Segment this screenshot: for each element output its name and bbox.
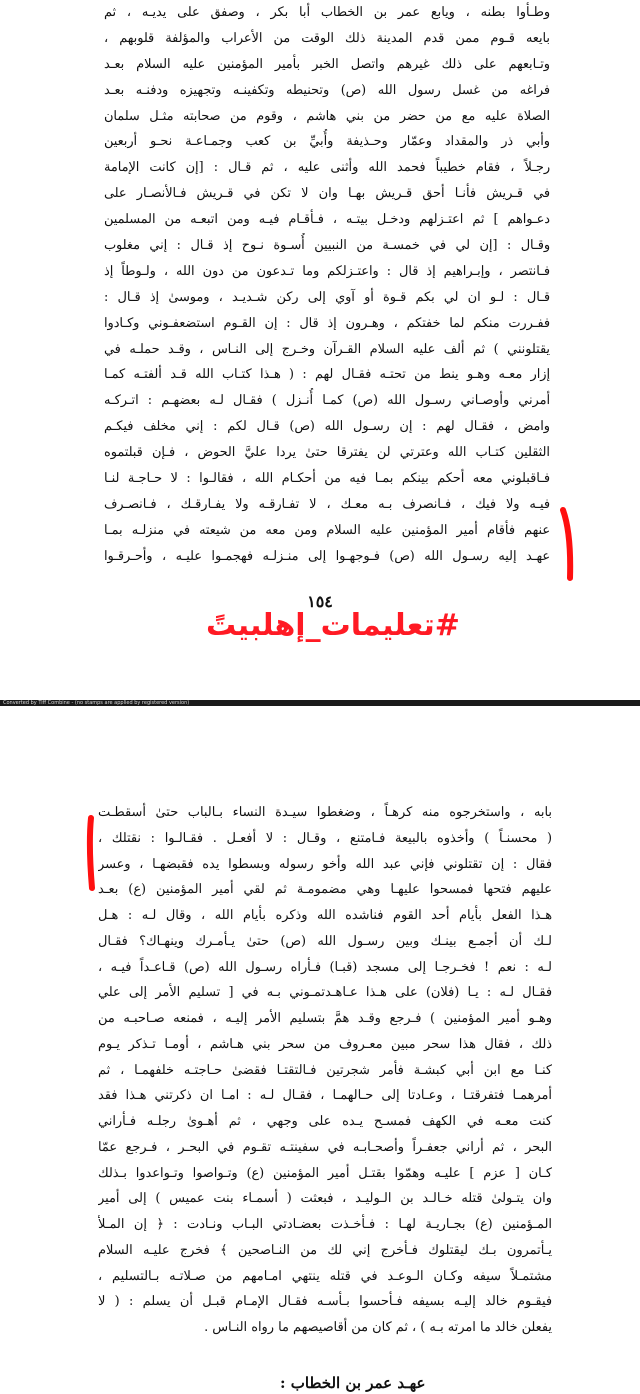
text-line: لـك أن أجمـع بينـك وبين رسـول الله (ص) حتىٰ يـأمـرك وينهـاك؟ فقـال — [98, 933, 552, 949]
text-line: فقال : إن تقتلوني فإني عبد الله وأخو رسوله وبسطوا يده فقبضهـا ، وعسر — [98, 856, 552, 872]
text-line: الصلاة عليه مع من حضر من بني هاشم ، وقوم من صحابته مثـل سلمان — [104, 108, 550, 124]
text-line: وقـال : [إن لي في خمسـة من النبيين أُسـوة نـوح إذ قـال : إني مغلوب — [104, 238, 550, 254]
text-line: مشتمـلاً سيفه وكـان الـوعـد في قتله ينتهي امـامهم من صـلاتـه بـالتسليم ، — [98, 1268, 552, 1284]
text-line: أمرهمـا فتفرقتـا ، وعـادتا إلى حـالهمـا ، فقـال لـه : امـا ان ذكرتني هـذا فقد — [98, 1088, 552, 1104]
text-line: وهـو أمير المؤمنين ) فـرجع وقـد همَّ بتسليم الأمر إليـه ، فمنعه صـاحبـه من — [98, 1011, 552, 1026]
text-line: قـال : لـو ان لي بكم قـوة أو آوي إلى ركن شـديـد ، وموسىٰ إذ قـال : — [104, 289, 550, 305]
text-line: فـانتصر ، وإبـراهيم إذ قال : واعتـزلكم وما تـدعون من دون الله ، ولـوطاً إذ — [104, 263, 550, 279]
hashtag-watermark: #تعليمات_إهلبيتً — [206, 608, 460, 643]
text-line: ( محسنـاً ) وأخذوه بالبيعة فـامتنع ، وقـال : لا أفعـل . فقـالـوا : نقتلك ، — [98, 830, 552, 846]
text-line: عهـد إليه رسـول الله (ص) فـوجهـوا إلى منـزلـه فهجمـوا عليـه ، وأحـرقـوا — [104, 548, 550, 564]
text-line: فقـال لـه : يـا (فلان) على هـذا عـاهـدتمـوني بـه في [ تسليم الأمر إلى علي — [98, 985, 552, 1001]
text-line: عنهم فأقام أمير المؤمنين عليه السلام ومن معه من شيعته في منزلـه بمـا — [104, 522, 550, 538]
bottom-book-page — [0, 706, 640, 1394]
text-line: بايعه قـوم ممن قدم المدينة ذلك الوقت من الأعراب والمؤلفة قلوبهم ، — [104, 30, 550, 46]
text-line: في قـريش فأنـا أحق قـريش بهـا وان لا تكن في قـريش فـالأنصـار على — [104, 186, 550, 202]
text-line: يقتلونني ) ثم ألف عليه السلام القـرآن وخـرج إلى النـاس ، وقـد حملـه في — [104, 341, 550, 357]
text-line: يفعلن خالد ما امرته بـه ) ، ثم كان من أقاصيصهم ما رواه النـاس . — [204, 1320, 552, 1335]
text-line: أمرني وأوصـاني رسـول الله (ص) كمـا أُنـزل ) فقـال لـه بعضهـم : اتـركـه — [104, 393, 550, 409]
converter-note: Converted by Tiff Combine - (no stamps are applied by registered version) — [3, 700, 190, 706]
text-line: الثقلين كتـاب الله وعترتي لن يفترقا حتىٰ يردا عليَّ الحوض ، فـإن قبلتموه — [104, 445, 550, 461]
text-line: هـذا الفعل بأيام أحد القوم فناشده الله وذكره بأيام الله ، وقال لـه : هـل — [98, 908, 552, 923]
text-line: كنت معـه في الكهف فمسـح يـده على وجهي ، ثم أهـوىٰ رجلـه فـأراني — [98, 1114, 552, 1129]
text-line: لـه : نعم ! فخـرجـا إلى مسجد (قبـا) فـأراه رسـول الله (ص) قـاعـداً فيـه ، — [98, 959, 552, 975]
text-line: المـؤمنين (ع) بجـاريـة لهـا : فـأخـذت بعضـادتي البـاب ونـادت : ﴿ إن المـلأ — [98, 1217, 552, 1232]
text-line: دعـواهم ] ثم اعتـزلهم ودخـل بيتـه ، فـأقـام فيـه ومن اتبعـه من المسلمين — [104, 212, 550, 228]
red-marker-stroke — [556, 506, 578, 582]
text-line: البحر ، ثم أراني جعفـراً وأصحـابـه في سفينتـه تقـوم في البحـر ، فـرجع عمّا — [98, 1139, 552, 1155]
page-number: ١٥٤ — [307, 592, 333, 611]
text-line: ذلك ، فقال هذا سحر مبين معـروف من سحر بني هـاشم ، أومـا تـذكر يـوم — [98, 1036, 552, 1052]
text-line: وتـابعهم على ذلك غيرهم واتصل الخبر بأمير المؤمنين عليه السلام بعـد — [104, 56, 550, 72]
text-line: فـاقبلوني معه أحكم بينكم بمـا فيه من أحكـام الله ، فقالـوا : لا حـاجـة لنـا — [104, 471, 550, 487]
text-line: يـأتمرون بـك ليقتلوك فـأخرج إني لك من النـاصحين ﴾ فخرج عليـه السلام — [98, 1242, 552, 1258]
text-line: وأبي ذر والمقداد وعمّار وحـذيفة وأُبيِّ بن كعب وجمـاعـة نحـو أربعين — [104, 134, 550, 150]
text-line: فراغه من غسل رسول الله (ص) وتحنيطه وتكفينـه وتجهيزه ودفنـه بعـد — [104, 82, 550, 98]
text-line: وطـأوا بطنه ، ويابع عمر بن الخطاب أبا بكر ، وصفق على يديـه ، ثم — [104, 5, 550, 20]
text-line: عليهم فتحها فمسحوا عليهـا وهي مضمومـة ثم لقي أمير المؤمنين (ع) بعـد — [98, 882, 552, 898]
text-line: رجـلاً ، فقام خطيباً فحمد الله وأثنى عليه ، ثم قـال : [إن كانت الإمامة — [104, 160, 550, 176]
text-line: كنـا مع ابن أبي كبشـة فأمر شجرتين فـالتقتـا فقضىٰ حـاجتـه خلفهمـا ، ثم — [98, 1062, 552, 1078]
text-line: فيقـوم خالد إليـه بسيفه فـأحسوا بـأسـه فقـال الإمـام قبـل أن يسلم : ( لا — [98, 1294, 552, 1310]
top-page-text — [104, 0, 550, 570]
text-line: كـان [ عزم ] عليـه وهمّوا بقتـل أمير المؤمنين (ع) وتـواصوا وتـواعدوا بـذلك — [98, 1165, 552, 1181]
text-line: وامض ، فقـال لهم : إن رسـول الله (ص) قـال لكم : إني مخلف فيكـم — [104, 419, 550, 435]
text-line: فيـه ولا فيك ، فـانصرف بـه معـك ، لا تفـارقـه ولا يفـارقـك ، فـانصـرف — [104, 496, 550, 512]
bottom-page-text — [98, 800, 552, 1341]
text-line: إزار معـه وهـو ينط من تحتـه فقـال لهم : ( هـذا كتـاب الله قـد ألفتـه كمـا — [104, 367, 550, 383]
text-line: ففـررت منكم لما خفتكم ، وهـرون إذ قال : إن القـوم استضعفـوني وكـادوا — [104, 315, 550, 331]
red-marker-stroke — [84, 814, 98, 892]
section-heading: عهـد عمر بن الخطاب : — [280, 1374, 426, 1392]
text-line: وان يتـولىٰ قتله خـالـد بن الـوليـد ، فبعثت ( أسمـاء بنت عميس ) إلى أمير — [98, 1191, 552, 1207]
text-line: بابه ، واستخرجوه منه كرهـاً ، وضغطوا سيـدة النساء بـالباب حتىٰ أسقطـت — [98, 805, 552, 820]
